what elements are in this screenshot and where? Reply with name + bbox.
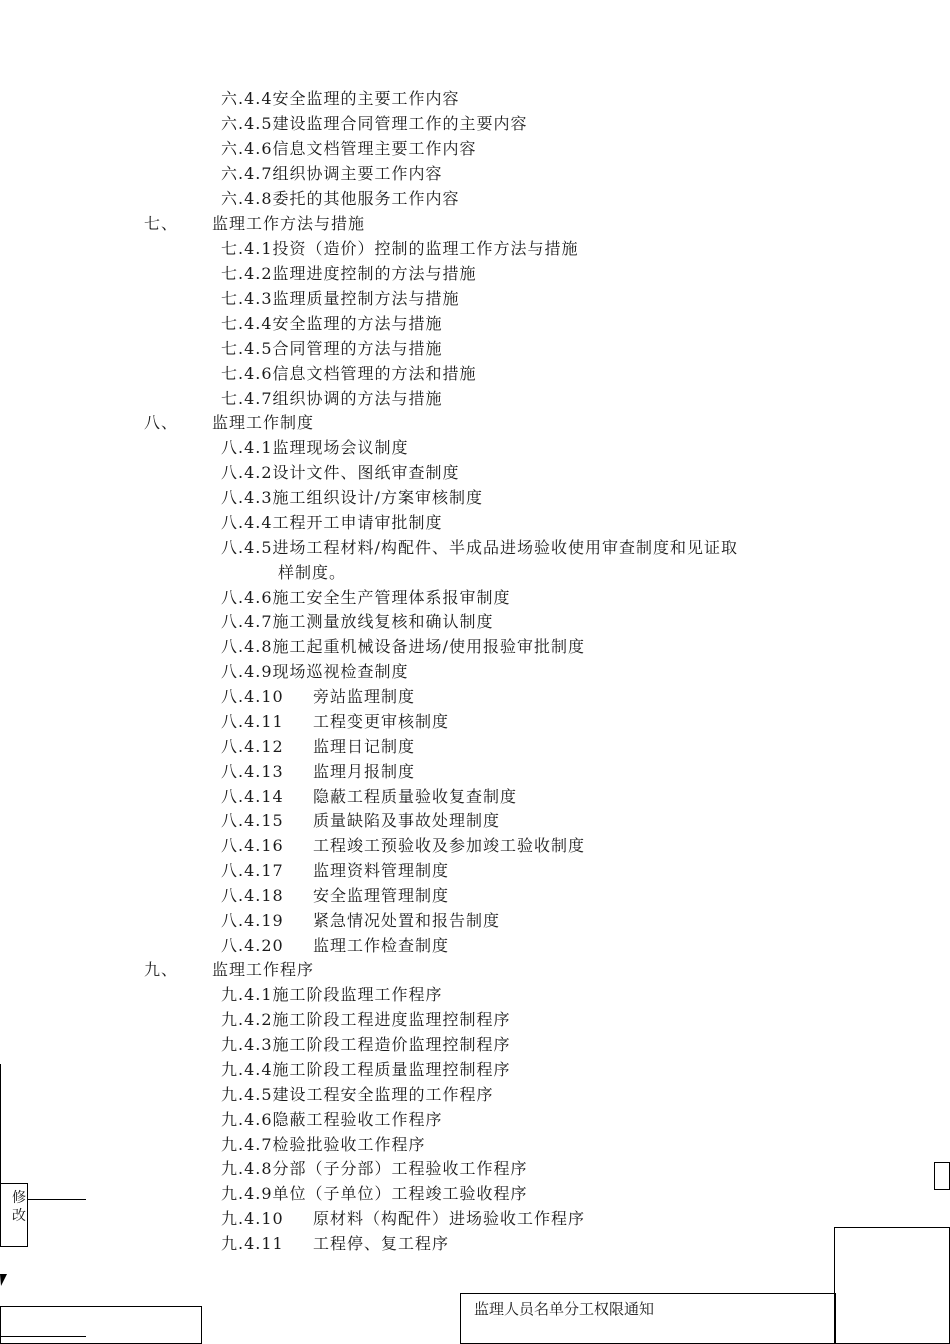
toc-item[interactable]: 九.4.11 工程停、复工程序 bbox=[221, 1234, 450, 1253]
toc-item[interactable]: 八.4.14 隐蔽工程质量验收复查制度 bbox=[221, 787, 518, 806]
section-title: 监理工作制度 bbox=[212, 413, 315, 432]
toc-item[interactable]: 七.4.3监理质量控制方法与措施 bbox=[221, 289, 460, 308]
toc-item[interactable]: 九.4.1施工阶段监理工作程序 bbox=[221, 985, 443, 1004]
revision-label: 改 bbox=[12, 1208, 26, 1224]
toc-item[interactable]: 八.4.18 安全监理管理制度 bbox=[221, 886, 450, 905]
toc-item[interactable]: 八.4.12 监理日记制度 bbox=[221, 737, 416, 756]
toc-item[interactable]: 八.4.10 旁站监理制度 bbox=[221, 687, 416, 706]
toc-item[interactable]: 六.4.7组织协调主要工作内容 bbox=[221, 164, 443, 183]
toc-item[interactable]: 九.4.4施工阶段工程质量监理控制程序 bbox=[221, 1060, 511, 1079]
toc-item[interactable]: 九.4.8分部（子分部）工程验收工作程序 bbox=[221, 1159, 528, 1178]
notice-title: 监理人员名单分工权限通知 bbox=[474, 1300, 655, 1318]
revision-leader-line bbox=[28, 1199, 86, 1200]
toc-item[interactable]: 九.4.3施工阶段工程造价监理控制程序 bbox=[221, 1035, 511, 1054]
toc-item[interactable]: 八.4.1监理现场会议制度 bbox=[221, 438, 409, 457]
toc-item[interactable]: 七.4.7组织协调的方法与措施 bbox=[221, 389, 443, 408]
section-number: 九、 bbox=[144, 960, 179, 979]
toc-item[interactable]: 八.4.8施工起重机械设备进场/使用报验审批制度 bbox=[221, 637, 585, 656]
toc-item[interactable]: 八.4.13 监理月报制度 bbox=[221, 762, 416, 781]
margin-checkbox bbox=[934, 1162, 950, 1190]
toc-item[interactable]: 八.4.4工程开工申请审批制度 bbox=[221, 513, 443, 532]
toc-item[interactable]: 八.4.7施工测量放线复核和确认制度 bbox=[221, 612, 494, 631]
toc-item[interactable]: 八.4.6施工安全生产管理体系报审制度 bbox=[221, 588, 511, 607]
section-heading[interactable] bbox=[0, 959, 600, 981]
toc-item[interactable]: 八.4.11 工程变更审核制度 bbox=[221, 712, 450, 731]
footer-box-right bbox=[834, 1227, 950, 1344]
toc-item[interactable]: 六.4.8委托的其他服务工作内容 bbox=[221, 189, 460, 208]
toc-item[interactable]: 八.4.3施工组织设计/方案审核制度 bbox=[221, 488, 483, 507]
toc-item[interactable]: 六.4.6信息文档管理主要工作内容 bbox=[221, 139, 477, 158]
section-heading[interactable] bbox=[0, 412, 600, 434]
toc-item[interactable]: 八.4.2设计文件、图纸审查制度 bbox=[221, 463, 460, 482]
toc-item[interactable]: 六.4.5建设监理合同管理工作的主要内容 bbox=[221, 114, 528, 133]
toc-item[interactable]: 九.4.5建设工程安全监理的工作程序 bbox=[221, 1085, 494, 1104]
toc-item[interactable]: 九.4.2施工阶段工程进度监理控制程序 bbox=[221, 1010, 511, 1029]
arrow-marker-icon bbox=[0, 1274, 8, 1288]
toc-item[interactable]: 八.4.19 紧急情况处置和报告制度 bbox=[221, 911, 501, 930]
section-title: 监理工作程序 bbox=[212, 960, 315, 979]
toc-item[interactable]: 八.4.20 监理工作检查制度 bbox=[221, 936, 450, 955]
toc-item[interactable]: 九.4.9单位（子单位）工程竣工验收程序 bbox=[221, 1184, 528, 1203]
toc-item-continuation: 样制度。 bbox=[278, 563, 347, 582]
toc-item[interactable]: 八.4.5进场工程材料/构配件、半成品进场验收使用审查制度和见证取 bbox=[221, 538, 738, 557]
toc-item[interactable]: 七.4.2监理进度控制的方法与措施 bbox=[221, 264, 477, 283]
toc-item[interactable]: 九.4.10 原材料（构配件）进场验收工作程序 bbox=[221, 1209, 586, 1228]
toc-item[interactable]: 八.4.9现场巡视检查制度 bbox=[221, 662, 409, 681]
toc-item[interactable]: 八.4.16 工程竣工预验收及参加竣工验收制度 bbox=[221, 836, 586, 855]
section-heading[interactable] bbox=[0, 213, 600, 235]
toc-item[interactable]: 八.4.17 监理资料管理制度 bbox=[221, 861, 450, 880]
toc-item[interactable]: 九.4.7检验批验收工作程序 bbox=[221, 1135, 426, 1154]
toc-item[interactable]: 七.4.6信息文档管理的方法和措施 bbox=[221, 364, 477, 383]
toc-item[interactable]: 七.4.5合同管理的方法与措施 bbox=[221, 339, 443, 358]
footer-box-left bbox=[0, 1306, 202, 1344]
footer-rule bbox=[0, 1336, 86, 1337]
toc-item[interactable]: 六.4.4安全监理的主要工作内容 bbox=[221, 89, 460, 108]
section-title: 监理工作方法与措施 bbox=[212, 214, 366, 233]
toc-item[interactable]: 七.4.4安全监理的方法与措施 bbox=[221, 314, 443, 333]
toc-item[interactable]: 七.4.1投资（造价）控制的监理工作方法与措施 bbox=[221, 239, 579, 258]
section-number: 八、 bbox=[144, 413, 179, 432]
toc-item[interactable]: 八.4.15 质量缺陷及事故处理制度 bbox=[221, 811, 501, 830]
section-number: 七、 bbox=[144, 214, 179, 233]
revision-label: 修 bbox=[12, 1190, 26, 1206]
toc-item[interactable]: 九.4.6隐蔽工程验收工作程序 bbox=[221, 1110, 443, 1129]
